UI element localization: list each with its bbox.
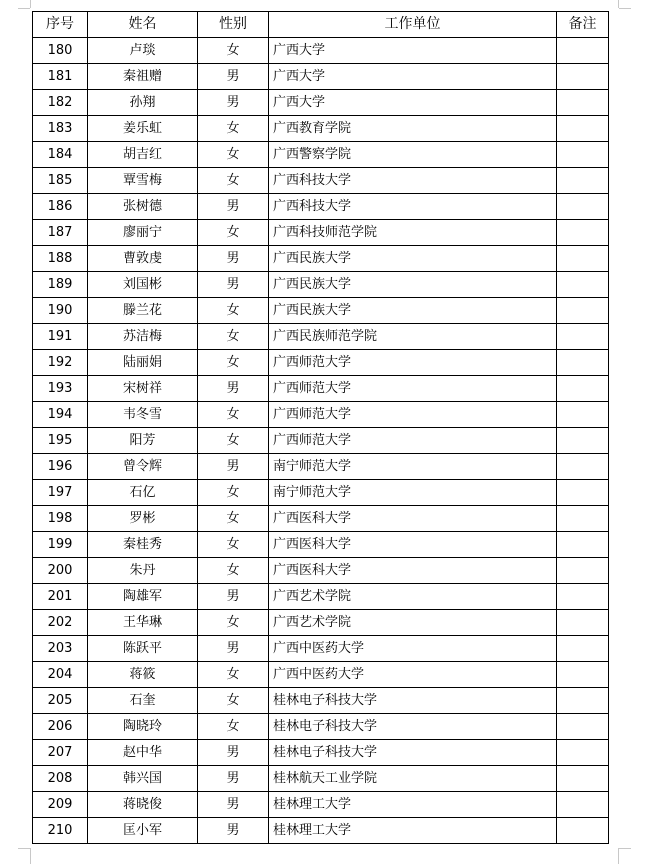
cell-note	[557, 610, 609, 636]
table-row	[33, 766, 609, 792]
cell-seq: 196	[33, 454, 88, 480]
cell-note	[557, 90, 609, 116]
cell-note	[557, 740, 609, 766]
table-row	[33, 194, 609, 220]
page-corner-mark	[619, 8, 631, 9]
cell-name: 秦桂秀	[88, 532, 198, 558]
cell-note	[557, 480, 609, 506]
cell-gender: 女	[198, 688, 269, 714]
cell-work-unit: 广西医科大学	[269, 506, 557, 532]
page-corner-mark	[30, 848, 31, 864]
table-row	[33, 662, 609, 688]
page-corner-mark	[30, 0, 31, 8]
cell-seq: 198	[33, 506, 88, 532]
cell-note	[557, 636, 609, 662]
cell-name: 陶雄军	[88, 584, 198, 610]
cell-seq: 192	[33, 350, 88, 376]
cell-gender: 男	[198, 636, 269, 662]
cell-seq: 195	[33, 428, 88, 454]
cell-note	[557, 38, 609, 64]
table-body	[33, 38, 609, 844]
table-row	[33, 168, 609, 194]
cell-note	[557, 272, 609, 298]
cell-gender: 女	[198, 506, 269, 532]
table-row	[33, 272, 609, 298]
cell-name: 罗彬	[88, 506, 198, 532]
table-row	[33, 532, 609, 558]
cell-gender: 男	[198, 376, 269, 402]
cell-seq: 203	[33, 636, 88, 662]
cell-work-unit: 广西民族大学	[269, 272, 557, 298]
table-row	[33, 350, 609, 376]
table-row	[33, 298, 609, 324]
cell-note	[557, 766, 609, 792]
cell-note	[557, 298, 609, 324]
table-row	[33, 610, 609, 636]
cell-name: 卢琰	[88, 38, 198, 64]
cell-gender: 男	[198, 454, 269, 480]
cell-gender: 男	[198, 272, 269, 298]
cell-note	[557, 558, 609, 584]
cell-note	[557, 142, 609, 168]
cell-name: 匡小军	[88, 818, 198, 844]
staff-roster-table	[32, 11, 609, 844]
cell-work-unit: 南宁师范大学	[269, 454, 557, 480]
table-row	[33, 38, 609, 64]
cell-seq: 188	[33, 246, 88, 272]
cell-seq: 189	[33, 272, 88, 298]
cell-name: 赵中华	[88, 740, 198, 766]
table-row	[33, 584, 609, 610]
cell-work-unit: 广西警察学院	[269, 142, 557, 168]
cell-work-unit: 广西中医药大学	[269, 662, 557, 688]
cell-work-unit: 桂林电子科技大学	[269, 714, 557, 740]
table-row	[33, 116, 609, 142]
cell-gender: 男	[198, 818, 269, 844]
cell-seq: 194	[33, 402, 88, 428]
cell-name: 石奎	[88, 688, 198, 714]
header-work-unit: 工作单位	[269, 12, 557, 38]
cell-note	[557, 818, 609, 844]
table-row	[33, 480, 609, 506]
cell-note	[557, 714, 609, 740]
page-corner-mark	[618, 848, 619, 864]
cell-gender: 女	[198, 142, 269, 168]
cell-seq: 202	[33, 610, 88, 636]
cell-work-unit: 广西医科大学	[269, 558, 557, 584]
cell-gender: 女	[198, 714, 269, 740]
table-row	[33, 818, 609, 844]
cell-seq: 190	[33, 298, 88, 324]
page-corner-mark	[18, 848, 30, 849]
cell-name: 韦冬雪	[88, 402, 198, 428]
cell-seq: 182	[33, 90, 88, 116]
cell-name: 阳芳	[88, 428, 198, 454]
table-header-row	[33, 12, 609, 38]
cell-note	[557, 688, 609, 714]
cell-name: 姜乐虹	[88, 116, 198, 142]
cell-gender: 女	[198, 610, 269, 636]
cell-name: 陈跃平	[88, 636, 198, 662]
cell-name: 覃雪梅	[88, 168, 198, 194]
cell-note	[557, 428, 609, 454]
cell-gender: 男	[198, 64, 269, 90]
cell-work-unit: 桂林航天工业学院	[269, 766, 557, 792]
cell-note	[557, 64, 609, 90]
table-row	[33, 740, 609, 766]
cell-gender: 男	[198, 584, 269, 610]
cell-note	[557, 584, 609, 610]
cell-gender: 女	[198, 558, 269, 584]
cell-seq: 199	[33, 532, 88, 558]
cell-gender: 男	[198, 246, 269, 272]
cell-work-unit: 广西中医药大学	[269, 636, 557, 662]
table-row	[33, 324, 609, 350]
cell-note	[557, 168, 609, 194]
cell-seq: 183	[33, 116, 88, 142]
header-name: 姓名	[88, 12, 198, 38]
cell-work-unit: 广西民族师范学院	[269, 324, 557, 350]
cell-seq: 204	[33, 662, 88, 688]
cell-name: 朱丹	[88, 558, 198, 584]
cell-name: 陆丽娟	[88, 350, 198, 376]
cell-name: 蒋晓俊	[88, 792, 198, 818]
cell-note	[557, 454, 609, 480]
cell-name: 滕兰花	[88, 298, 198, 324]
cell-work-unit: 广西师范大学	[269, 402, 557, 428]
cell-work-unit: 广西师范大学	[269, 376, 557, 402]
cell-seq: 201	[33, 584, 88, 610]
cell-seq: 181	[33, 64, 88, 90]
table-row	[33, 636, 609, 662]
cell-note	[557, 220, 609, 246]
cell-seq: 191	[33, 324, 88, 350]
cell-name: 宋树祥	[88, 376, 198, 402]
cell-work-unit: 广西民族大学	[269, 246, 557, 272]
cell-seq: 206	[33, 714, 88, 740]
cell-note	[557, 376, 609, 402]
cell-work-unit: 广西民族大学	[269, 298, 557, 324]
cell-note	[557, 662, 609, 688]
cell-work-unit: 桂林理工大学	[269, 818, 557, 844]
cell-seq: 205	[33, 688, 88, 714]
cell-gender: 男	[198, 90, 269, 116]
cell-work-unit: 广西艺术学院	[269, 610, 557, 636]
cell-gender: 男	[198, 194, 269, 220]
cell-seq: 193	[33, 376, 88, 402]
page-corner-mark	[619, 848, 631, 849]
cell-note	[557, 194, 609, 220]
cell-work-unit: 广西教育学院	[269, 116, 557, 142]
cell-work-unit: 桂林电子科技大学	[269, 740, 557, 766]
cell-name: 王华琳	[88, 610, 198, 636]
cell-name: 刘国彬	[88, 272, 198, 298]
cell-note	[557, 324, 609, 350]
cell-work-unit: 桂林电子科技大学	[269, 688, 557, 714]
cell-name: 韩兴国	[88, 766, 198, 792]
cell-gender: 男	[198, 792, 269, 818]
cell-note	[557, 246, 609, 272]
cell-work-unit: 广西大学	[269, 90, 557, 116]
cell-seq: 184	[33, 142, 88, 168]
cell-note	[557, 116, 609, 142]
cell-name: 廖丽宁	[88, 220, 198, 246]
cell-note	[557, 350, 609, 376]
cell-name: 胡吉红	[88, 142, 198, 168]
cell-work-unit: 广西师范大学	[269, 350, 557, 376]
cell-work-unit: 广西师范大学	[269, 428, 557, 454]
cell-name: 曾令辉	[88, 454, 198, 480]
table-row	[33, 558, 609, 584]
table-row	[33, 688, 609, 714]
cell-gender: 女	[198, 480, 269, 506]
cell-gender: 女	[198, 402, 269, 428]
cell-note	[557, 402, 609, 428]
cell-name: 曹敦虔	[88, 246, 198, 272]
cell-gender: 男	[198, 740, 269, 766]
cell-gender: 女	[198, 532, 269, 558]
table-row	[33, 142, 609, 168]
cell-gender: 女	[198, 168, 269, 194]
header-gender: 性别	[198, 12, 269, 38]
cell-name: 苏洁梅	[88, 324, 198, 350]
table-row	[33, 220, 609, 246]
cell-work-unit: 桂林理工大学	[269, 792, 557, 818]
cell-name: 石亿	[88, 480, 198, 506]
cell-gender: 女	[198, 116, 269, 142]
cell-name: 蒋筱	[88, 662, 198, 688]
header-note: 备注	[557, 12, 609, 38]
cell-seq: 208	[33, 766, 88, 792]
cell-seq: 187	[33, 220, 88, 246]
cell-note	[557, 532, 609, 558]
table-row	[33, 428, 609, 454]
cell-seq: 200	[33, 558, 88, 584]
table-row	[33, 376, 609, 402]
cell-gender: 女	[198, 350, 269, 376]
table-row	[33, 792, 609, 818]
cell-work-unit: 广西医科大学	[269, 532, 557, 558]
cell-note	[557, 506, 609, 532]
cell-gender: 女	[198, 298, 269, 324]
cell-gender: 女	[198, 428, 269, 454]
header-seq: 序号	[33, 12, 88, 38]
page-corner-mark	[618, 0, 619, 8]
table-row	[33, 714, 609, 740]
cell-name: 秦祖赠	[88, 64, 198, 90]
cell-gender: 男	[198, 766, 269, 792]
table-row	[33, 246, 609, 272]
cell-work-unit: 广西科技大学	[269, 168, 557, 194]
table-row	[33, 90, 609, 116]
cell-seq: 210	[33, 818, 88, 844]
cell-gender: 女	[198, 38, 269, 64]
cell-seq: 207	[33, 740, 88, 766]
table-row	[33, 506, 609, 532]
table-row	[33, 64, 609, 90]
cell-seq: 186	[33, 194, 88, 220]
cell-work-unit: 广西科技大学	[269, 194, 557, 220]
cell-work-unit: 广西大学	[269, 64, 557, 90]
cell-work-unit: 广西科技师范学院	[269, 220, 557, 246]
page-corner-mark	[18, 8, 30, 9]
cell-gender: 女	[198, 662, 269, 688]
cell-work-unit: 南宁师范大学	[269, 480, 557, 506]
cell-seq: 180	[33, 38, 88, 64]
cell-seq: 185	[33, 168, 88, 194]
cell-work-unit: 广西大学	[269, 38, 557, 64]
table-row	[33, 454, 609, 480]
cell-name: 孙翔	[88, 90, 198, 116]
cell-name: 陶晓玲	[88, 714, 198, 740]
table-row	[33, 402, 609, 428]
cell-work-unit: 广西艺术学院	[269, 584, 557, 610]
cell-note	[557, 792, 609, 818]
cell-gender: 女	[198, 324, 269, 350]
cell-gender: 女	[198, 220, 269, 246]
cell-seq: 209	[33, 792, 88, 818]
cell-name: 张树德	[88, 194, 198, 220]
cell-seq: 197	[33, 480, 88, 506]
